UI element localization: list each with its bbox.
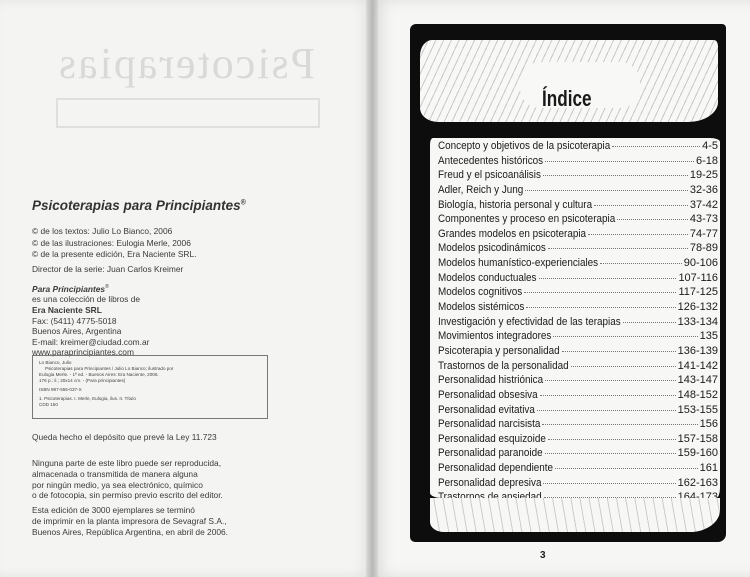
toc-entry-title: Personalidad evitativa xyxy=(438,403,535,416)
toc-entry-title: Psicoterapia y personalidad xyxy=(438,344,560,357)
registered-mark: ® xyxy=(240,199,246,207)
collection-name-text: Para Principiantes xyxy=(32,283,106,294)
toc-entry-pages: 157-158 xyxy=(677,432,718,445)
toc-entry xyxy=(438,330,718,345)
publisher-email: E-mail: kreimer@ciudad.com.ar xyxy=(32,336,150,347)
toc-entry xyxy=(438,140,718,155)
toc-dot-leader xyxy=(526,307,675,308)
toc-entry xyxy=(438,389,718,404)
series-title xyxy=(32,198,246,213)
toc-entry xyxy=(438,242,718,257)
rights-line: por ningún medio, ya sea electrónico, químico xyxy=(32,479,203,490)
credits xyxy=(32,226,196,261)
toc-entry-title: Componentes y proceso en psicoterapia xyxy=(438,213,616,226)
toc-dot-leader xyxy=(571,366,676,367)
rights-notice xyxy=(32,458,223,501)
toc-dot-leader xyxy=(537,410,676,411)
toc-dot-leader xyxy=(617,219,688,220)
toc-entry xyxy=(438,301,718,316)
toc-entry xyxy=(438,447,718,462)
toc-dot-leader xyxy=(540,395,676,396)
toc-entry xyxy=(438,374,718,389)
toc-entry-title: Personalidad narcisista xyxy=(438,418,541,431)
toc-entry xyxy=(438,213,718,228)
toc-dot-leader xyxy=(612,146,700,147)
credit-line: © de los textos: Julio Lo Bianco, 2006 xyxy=(32,226,173,236)
toc-entry-title: Investigación y efectividad de las terapias xyxy=(438,315,621,328)
printing-line: de imprimir en la planta impresora de Sevagraf S.A., xyxy=(32,515,227,526)
toc-entry-title: Modelos humanístico-experienciales xyxy=(438,257,599,270)
toc-entry-title: Movimientos integradores xyxy=(438,330,552,343)
toc-entry-title: Antecedentes históricos xyxy=(438,154,544,167)
toc-dot-leader xyxy=(548,248,688,249)
toc-entry xyxy=(438,169,718,184)
toc-entry-title: Personalidad paranoide xyxy=(438,447,543,460)
catalog-line: 176 p.: il.; 20x14 cm. - (Para principiantes) xyxy=(39,378,126,383)
series-director: Director de la serie: Juan Carlos Kreimer xyxy=(32,264,184,274)
toc-dot-leader xyxy=(545,380,676,381)
toc-dot-leader xyxy=(588,234,688,235)
toc-entry-pages: 37-42 xyxy=(689,198,718,211)
credit-line: © de las ilustraciones: Eulogia Merle, 2006 xyxy=(32,237,191,248)
toc-dot-leader xyxy=(543,483,675,484)
series-title-text: Psicoterapias para Principiantes xyxy=(32,198,241,213)
toc-entry-title: Concepto y objetivos de la psicoterapia xyxy=(438,140,611,152)
bottom-hatching xyxy=(430,498,720,532)
catalog-isbn: ISBN 987-555-037-X xyxy=(39,387,82,392)
toc-entry-title: Adler, Reich y Jung xyxy=(438,183,524,196)
index-heading: Índice xyxy=(542,86,592,111)
toc-entry-pages: 141-142 xyxy=(677,359,718,372)
toc-entry xyxy=(438,433,718,448)
publisher-city: Buenos Aires, Argentina xyxy=(32,326,122,337)
collection-line: es una colección de libros de xyxy=(32,294,141,305)
toc-entry xyxy=(438,404,718,419)
toc-entry-pages: 153-155 xyxy=(677,403,718,416)
toc-dot-leader xyxy=(553,336,697,337)
toc-entry-pages: 148-152 xyxy=(677,388,718,401)
toc-entry-title: Personalidad depresiva xyxy=(438,476,542,489)
toc-entry-title: Modelos sistémicos xyxy=(438,301,525,314)
toc-entry-title: Biología, historia personal y cultura xyxy=(438,198,593,211)
toc-entry-title: Freud y el psicoanálisis xyxy=(438,169,541,182)
catalog-record xyxy=(32,355,268,419)
toc-entry-title: Modelos cognitivos xyxy=(438,286,523,299)
copyright-page xyxy=(0,0,372,577)
toc-entry-pages: 78-89 xyxy=(689,242,718,255)
toc-dot-leader xyxy=(594,205,688,206)
index-page xyxy=(372,0,750,577)
toc-entry xyxy=(438,199,718,214)
toc-dot-leader xyxy=(548,439,676,440)
toc-entry-title: Modelos conductuales xyxy=(438,271,537,284)
ghost-box xyxy=(56,98,320,128)
catalog-line: Lo Bianco, Julio xyxy=(39,360,72,365)
toc-dot-leader xyxy=(623,322,676,323)
toc-entry-title: Personalidad obsesiva xyxy=(438,388,538,401)
credit-line: © de la presente edición, Era Naciente SRL. xyxy=(32,249,197,259)
collection-info xyxy=(32,282,149,358)
toc-dot-leader xyxy=(543,175,688,176)
toc-entry-title: Trastornos de la personalidad xyxy=(438,359,569,372)
toc-entry-title: Personalidad histriónica xyxy=(438,374,544,387)
collection-name xyxy=(32,282,149,294)
rights-line: o de fotocopia, sin permiso previo escrito del editor. xyxy=(32,490,223,501)
book-gutter xyxy=(366,0,378,577)
catalog-cdd: CDD 150 xyxy=(39,402,58,407)
toc-dot-leader xyxy=(562,351,676,352)
toc-entry-pages: 136-139 xyxy=(677,344,718,357)
page-number: 3 xyxy=(540,550,546,561)
toc-entry xyxy=(438,286,718,301)
rights-line: almacenada o transmitida de manera alguna xyxy=(32,468,198,479)
toc-dot-leader xyxy=(600,263,682,264)
toc-dot-leader xyxy=(555,468,698,469)
toc-list xyxy=(438,140,718,521)
toc-entry-pages: 19-25 xyxy=(689,169,718,182)
toc-entry-pages: 161 xyxy=(699,462,718,475)
toc-entry-pages: 126-132 xyxy=(677,301,718,314)
toc-entry-pages: 159-160 xyxy=(677,447,718,460)
printing-line: Buenos Aires, República Argentina, en abril de 2006. xyxy=(32,526,229,537)
toc-entry-pages: 143-147 xyxy=(677,374,718,387)
toc-entry xyxy=(438,316,718,331)
toc-entry xyxy=(438,257,718,272)
toc-entry-pages: 162-163 xyxy=(677,476,718,489)
toc-entry-pages: 90-106 xyxy=(683,257,718,270)
toc-entry xyxy=(438,155,718,170)
toc-entry-pages: 135 xyxy=(699,330,718,343)
catalog-line: Eulogia Merle. - 1ª ed. - Buenos Aires: Era Naciente, 2006. xyxy=(39,372,159,377)
toc-entry xyxy=(438,184,718,199)
toc-entry-pages: 32-36 xyxy=(689,183,718,196)
toc-entry xyxy=(438,272,718,287)
catalog-line: Psicoterapias para Principiantes / Julio Lo Bianco; ilustrado por xyxy=(45,366,174,371)
toc-entry xyxy=(438,360,718,375)
printing-line: Esta edición de 3000 ejemplares se terminó xyxy=(32,505,195,515)
publisher-website: www.paraprincipiantes.com xyxy=(32,347,134,358)
toc-entry-title: Grandes modelos en psicoterapia xyxy=(438,227,587,240)
toc-entry xyxy=(438,345,718,360)
printing-notice xyxy=(32,505,228,537)
toc-entry xyxy=(438,418,718,433)
toc-entry-pages: 74-77 xyxy=(689,227,718,240)
toc-dot-leader xyxy=(542,424,697,425)
toc-entry-pages: 133-134 xyxy=(677,315,718,328)
toc-entry-pages: 6-18 xyxy=(695,154,718,167)
show-through-cover xyxy=(26,38,346,130)
toc-entry xyxy=(438,477,718,492)
publisher-name: Era Naciente SRL xyxy=(32,304,102,315)
publisher-fax: Fax: (5411) 4775-5018 xyxy=(32,315,117,326)
toc-entry-pages: 156 xyxy=(699,418,718,431)
toc-entry-title: Personalidad dependiente xyxy=(438,462,554,475)
registered-mark: ® xyxy=(105,284,109,290)
catalog-subjects: 1. Psicoterapias. I. Merle, Eulogia, ilus. II. Título xyxy=(39,396,136,401)
toc-entry-pages: 4-5 xyxy=(702,140,718,152)
toc-entry xyxy=(438,462,718,477)
toc-entry-pages: 117-125 xyxy=(678,286,718,299)
toc-entry-pages: 43-73 xyxy=(689,213,718,226)
legal-deposit: Queda hecho el depósito que prevé la Ley 11.723 xyxy=(32,432,217,442)
toc-dot-leader xyxy=(545,161,694,162)
toc-bottom-decoration xyxy=(430,498,720,532)
toc-dot-leader xyxy=(524,292,676,293)
toc-dot-leader xyxy=(545,453,676,454)
toc-entry-pages: 107-116 xyxy=(678,271,718,284)
toc-entry xyxy=(438,228,718,243)
toc-entry-title: Personalidad esquizoide xyxy=(438,432,546,445)
rights-line: Ninguna parte de este libro puede ser reproducida, xyxy=(32,458,222,468)
ghost-title: Psicoterapias xyxy=(56,39,316,88)
toc-entry-title: Modelos psicodinámicos xyxy=(438,242,546,255)
toc-dot-leader xyxy=(539,278,677,279)
toc-dot-leader xyxy=(525,190,688,191)
